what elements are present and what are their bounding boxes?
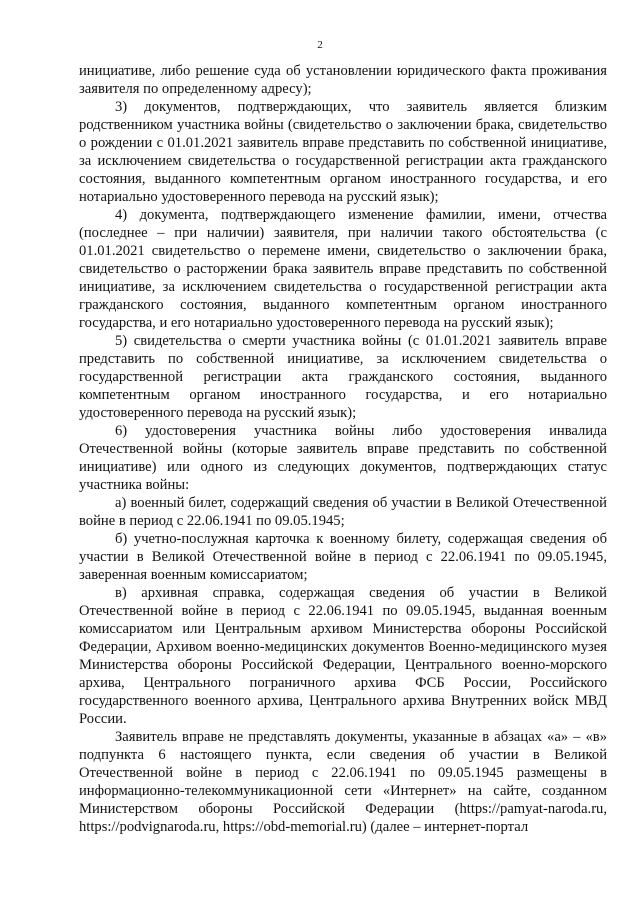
paragraph-subitem-a: а) военный билет, содержащий сведения об участии в Великой Отечественной войне в период с 22.06.1941 по 09.05.1945; bbox=[79, 495, 607, 529]
page-number: 2 bbox=[317, 39, 323, 51]
paragraph-item-6: 6) удостоверения участника войны либо удостоверения инвалида Отечественной войны (которые заявитель вправе представить по собственной инициативе) или одного из следующих документов, подтверждающих статус участника войны: bbox=[79, 423, 607, 493]
paragraph-item-3: 3) документов, подтверждающих, что заявитель является близким родственником участника войны (свидетельство о заключении брака, свидетельство о рождении с 01.01.2021 заявитель вправе представить по собственной инициативе, за исключением свидетельства о государственной регистрации акта гражданского состояния, выданного компетентным органом иностранного государства, и его нотариально удостоверенного перевода на русский язык); bbox=[79, 99, 607, 205]
document-body bbox=[79, 62, 607, 836]
paragraph-subitem-v: в) архивная справка, содержащая сведения об участии в Великой Отечественной войне в период с 22.06.1941 по 09.05.1945, выданная военным комиссариатом или Центральным архивом Министерства обороны Российской Федерации, Архивом военно-медицинских документов Военно-медицинского музея Министерства обороны Российской Федерации, Центрального военно-морского архива, Центрального пограничного архива ФСБ России, Российского государственного военного архива, Центрального архива Внутренних войск МВД России. bbox=[79, 585, 607, 727]
paragraph-item-4: 4) документа, подтверждающего изменение фамилии, имени, отчества (последнее – при наличии) заявителя, при наличии такого обстоятельства (с 01.01.2021 свидетельство о перемене имени, свидетельство о заключении брака, свидетельство о расторжении брака заявитель вправе представить по собственной инициативе, за исключением свидетельства о государственной регистрации акта гражданского состояния, выданного компетентным органом иностранного государства, и его нотариально удостоверенного перевода на русский язык); bbox=[79, 207, 607, 331]
paragraph-subitem-b: б) учетно-послужная карточка к военному билету, содержащая сведения об участии в Великой Отечественной войне в период с 22.06.1941 по 09.05.1945, заверенная военным комиссариатом; bbox=[79, 531, 607, 583]
paragraph-applicant-note: Заявитель вправе не представлять документы, указанные в абзацах «а» – «в» подпункта 6 настоящего пункта, если сведения об участии в Великой Отечественной войне в период с 22.06.1941 по 09.05.1945 размещены в информационно-телекоммуникационной сети «Интернет» на сайте, созданном Министерством обороны Российской Федерации (https://pamyat-naroda.ru, https://podvignaroda.ru, https://obd-memorial.ru) (далее – интернет-портал bbox=[79, 729, 607, 835]
paragraph-item-5: 5) свидетельства о смерти участника войны (с 01.01.2021 заявитель вправе представить по собственной инициативе, за исключением свидетельства о государственной регистрации акта гражданского состояния, выданного компетентным органом иностранного государства, и его нотариально удостоверенного перевода на русский язык); bbox=[79, 333, 607, 421]
paragraph-continuation: инициативе, либо решение суда об установлении юридического факта проживания заявителя по определенному адресу); bbox=[79, 63, 607, 97]
